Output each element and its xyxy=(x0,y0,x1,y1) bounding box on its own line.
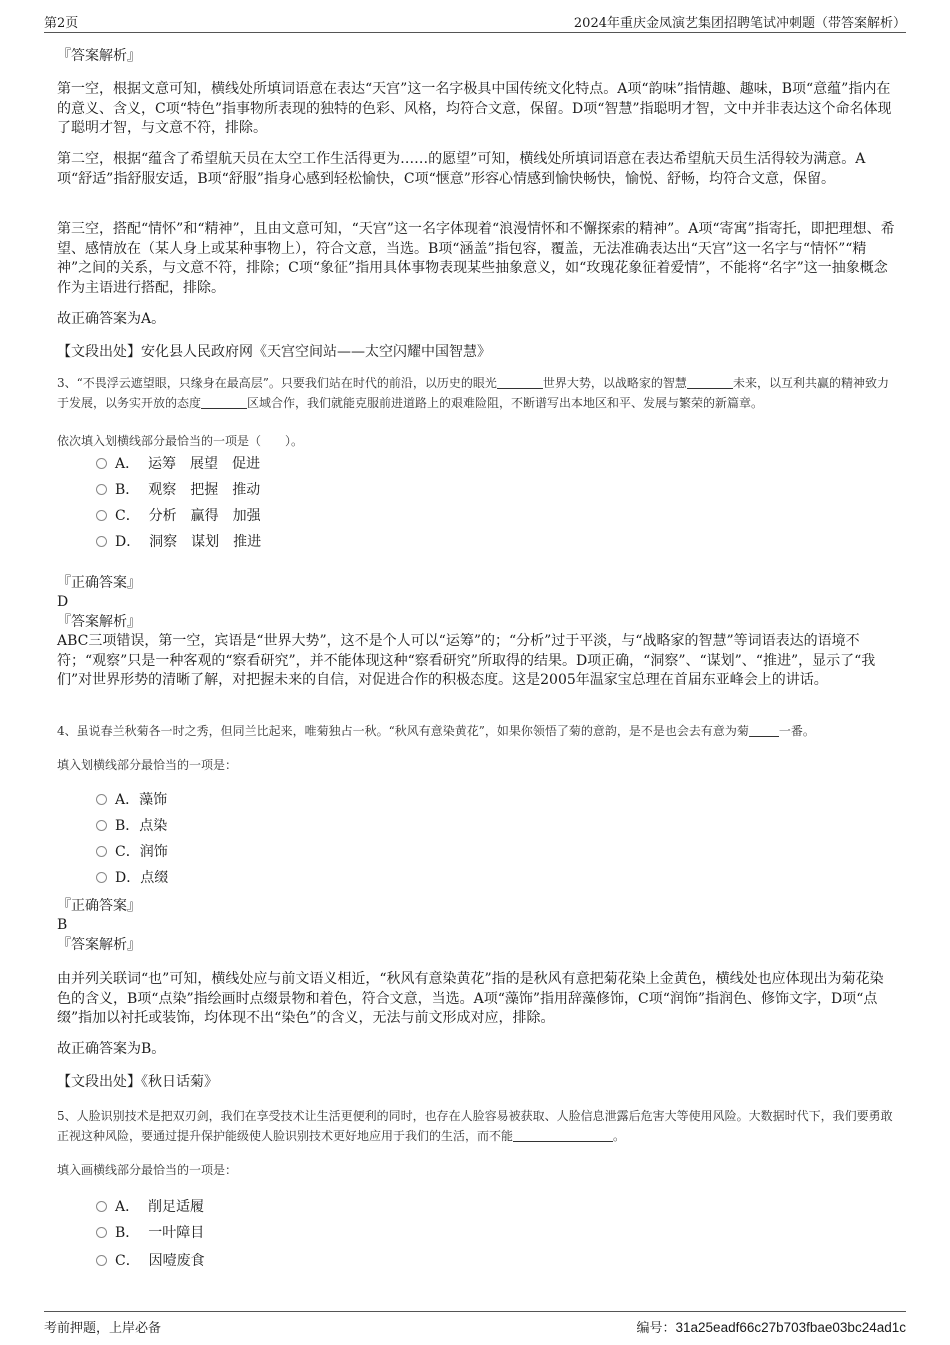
q5-prompt: 填入画横线部分最恰当的一项是： xyxy=(57,1163,238,1177)
radio-icon[interactable] xyxy=(96,510,107,521)
q5-stem: 5、人脸识别技术是把双刃剑，我们在享受技术让生活更便利的同时，也存在人脸容易被获取、人脸信息泄露后危害大等使用风险。大数据时代下，我们要勇敢正视这种风险，要通过提升保护能级使人脸识别技术更好地应用于我们的生活，而不能 。 xyxy=(57,1109,893,1143)
q4-analysis: 由并列关联词“也”可知，横线处应与前文语义相近，“秋风有意染黄花”指的是秋风有意把菊花染上金黄色，横线处也应体现出为菊花染色的含义，B项“点染”指绘画时点缀景物和着色，符合文意，当选。A项“藻饰”指用辞藻修饰，C项“润饰”指润色、修饰文字，D项“点缀”指加以衬托或装饰，均体现不出“染色”的含义，无法与前文形成对应，排除。 xyxy=(57,971,884,1026)
q3-analysis-label: 『答案解析』 xyxy=(57,614,141,630)
blank-2 xyxy=(687,375,733,389)
document-title: 2024年重庆金凤演艺集团招聘笔试冲刺题（带答案解析） xyxy=(573,16,906,31)
radio-icon[interactable] xyxy=(96,794,107,805)
q4-option-d[interactable]: D．点缀 xyxy=(96,868,168,888)
q3-option-b[interactable]: B． 观察 把握 推动 xyxy=(96,480,260,500)
q2-analysis-para-1: 第一空，根据文意可知，横线处所填词语意在表达“天宫”这一名字极具中国传统文化特点。A项“韵味”指情趣、趣味，B项“意蕴”指内在的意义、含义，C项“特色”指事物所表现的独特的色彩、风格，均符合文意，保留。D项“智慧”指聪明才智，文中并非表达这个命名体现了聪明才智，与文意不符，排除。 xyxy=(57,81,892,136)
q3-option-a[interactable]: A． 运筹 展望 促进 xyxy=(96,454,260,474)
radio-icon[interactable] xyxy=(96,846,107,857)
blank-1 xyxy=(513,1128,613,1142)
q2-conclusion: 故正确答案为A。 xyxy=(57,311,166,327)
q2-analysis-para-2: 第二空，根据“蕴含了希望航天员在太空工作生活得更为……的愿望”可知，横线处所填词语意在表达希望航天员生活得较为满意。A项“舒适”指舒服安适，B项“舒服”指身心感到轻松愉快，C项“惬意”形容心情感到愉快畅快，愉悦、舒畅，均符合文意，保留。 xyxy=(57,151,866,187)
radio-icon[interactable] xyxy=(96,458,107,469)
q5-option-c[interactable]: C． 因噎废食 xyxy=(96,1251,205,1271)
q4-prompt: 填入划横线部分最恰当的一项是： xyxy=(57,758,238,772)
document-code: 编号：31a25eadf66c27b703fbae03bc24ad1c xyxy=(636,1320,906,1336)
q4-conclusion: 故正确答案为B。 xyxy=(57,1041,166,1057)
q3-prompt: 依次填入划横线部分最恰当的一项是（ ）。 xyxy=(57,434,304,448)
radio-icon[interactable] xyxy=(96,536,107,547)
radio-icon[interactable] xyxy=(96,1255,107,1266)
q3-answer: D xyxy=(57,594,69,610)
radio-icon[interactable] xyxy=(96,1227,107,1238)
radio-icon[interactable] xyxy=(96,872,107,883)
radio-icon[interactable] xyxy=(96,484,107,495)
q4-stem: 4、虽说春兰秋菊各一时之秀，但同兰比起来，唯菊独占一秋。“秋风有意染黄花”，如果你领悟了菊的意韵，是不是也会去有意为菊 一番。 xyxy=(57,724,815,738)
blank-3 xyxy=(201,395,247,409)
page-number: 第2页 xyxy=(44,16,79,31)
q3-stem: 3、“不畏浮云遮望眼，只缘身在最高层”。只要我们站在时代的前沿，以历史的眼光 世界大势，以战略家的智慧 未来，以互利共赢的精神致力于发展，以务实开放的态度 区域合作，我们就能克服前进道路上的艰难险阻，不断谱写出本地区和平、发展与繁荣的新篇章。 xyxy=(57,376,889,410)
q5-option-a[interactable]: A． 削足适履 xyxy=(96,1197,204,1217)
footer-slogan: 考前押题，上岸必备 xyxy=(44,1321,162,1336)
q3-option-c[interactable]: C． 分析 赢得 加强 xyxy=(96,506,261,526)
q3-analysis: ABC三项错误，第一空，宾语是“世界大势”，这不是个人可以“运筹”的；“分析”过于平淡，与“战略家的智慧”等词语表达的语境不符；“观察”只是一种客观的“察看研究”，并不能体现这种“察看研究”所取得的结果。D项正确，“洞察”、“谋划”、“推进”，显示了“我们”对世界形势的清晰了解，对把握未来的自信，对促进合作的积极态度。这是2005年温家宝总理在首届东亚峰会上的讲话。 xyxy=(57,633,876,688)
q2-source: 【文段出处】安化县人民政府网《天宫空间站——太空闪耀中国智慧》 xyxy=(57,344,491,360)
q4-option-c[interactable]: C．润饰 xyxy=(96,842,168,862)
q5-option-b[interactable]: B． 一叶障目 xyxy=(96,1223,204,1243)
q2-analysis-label: 『答案解析』 xyxy=(57,48,141,64)
page-header xyxy=(44,12,906,33)
radio-icon[interactable] xyxy=(96,1201,107,1212)
q3-correct-label: 『正确答案』 xyxy=(57,575,141,591)
radio-icon[interactable] xyxy=(96,820,107,831)
q4-correct-label: 『正确答案』 xyxy=(57,898,141,914)
q4-option-b[interactable]: B．点染 xyxy=(96,816,167,836)
page-footer xyxy=(44,1311,906,1336)
q4-option-a[interactable]: A．藻饰 xyxy=(96,790,167,810)
blank-1 xyxy=(497,375,543,389)
q3-option-d[interactable]: D． 洞察 谋划 推进 xyxy=(96,532,261,552)
q2-analysis-para-3: 第三空，搭配“情怀”和“精神”，且由文意可知，“天宫”这一名字体现着“浪漫情怀和不懈探索的精神”。A项“寄寓”指寄托，即把理想、希望、感情放在（某人身上或某种事物上），符合文意，当选。B项“涵盖”指包容，覆盖，无法准确表达出“天宫”这一名字与“情怀”“精神”之间的关系，与文意不符，排除；C项“象征”指用具体事物表现某些抽象意义，如“玫瑰花象征着爱情”，不能将“名字”这一抽象概念作为主语进行搭配，排除。 xyxy=(57,221,895,296)
q4-answer: B xyxy=(57,917,68,933)
q4-analysis-label: 『答案解析』 xyxy=(57,937,141,953)
q4-source: 【文段出处】《秋日话菊》 xyxy=(57,1074,218,1090)
blank-1 xyxy=(749,723,779,737)
